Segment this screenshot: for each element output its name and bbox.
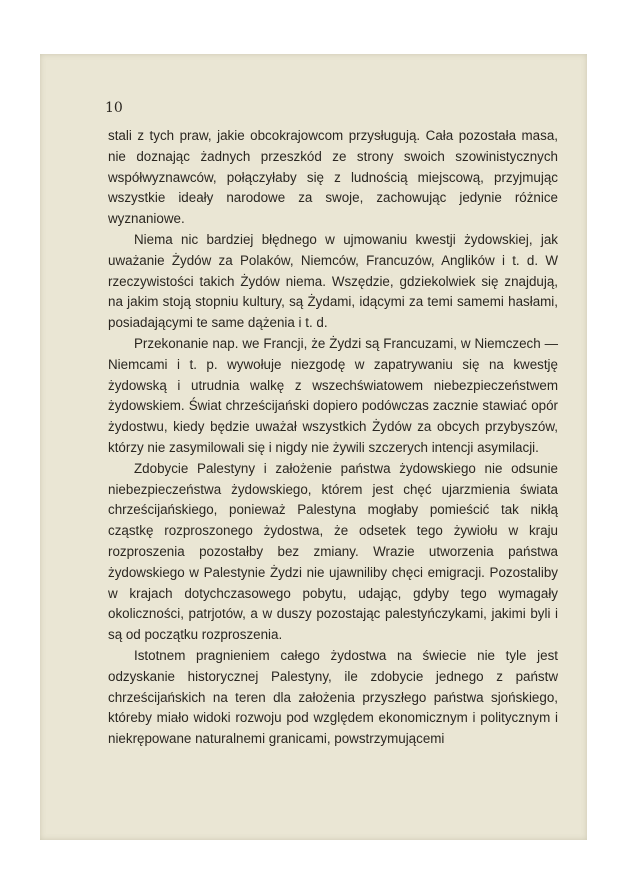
paragraph: Zdobycie Palestyny i założenie państwa żydowskiego nie odsunie niebezpieczeństwa żydowskiego, którem jest chęć ujarzmienia świata chrześcijańskiego, ponieważ Palestyna mogłaby pomieścić tak nikłą cząstkę rozproszonego żydostwa, że odsetek tego żywiołu w kraju rozproszenia pozostałby bez zmiany. Wrazie utworzenia państwa żydowskiego w Palestynie Żydzi nie ujawniliby chęci emigracji. Pozostaliby w krajach dotychczasowego pobytu, udając, gdyby tego wymagały okoliczności, patrjotów, a w duszy pozostając palestyńczykami, jakimi byli i są od początku rozproszenia.	[108, 460, 558, 643]
paragraph: Istotnem pragnieniem całego żydostwa na świecie nie tyle jest odzyskanie historycznej Palestyny, ile zdobycie jednego z państw chrześcijańskich na teren dla założenia przyszłego państwa sjońskiego, któreby miało widoki rozwoju pod względem ekonomicznym i politycznym i niekrępowane naturalnemi granicami, powstrzymującemi	[108, 647, 558, 747]
page-number: 10	[105, 100, 123, 116]
paragraph: stali z tych praw, jakie obcokrajowcom przysługują. Cała pozostała masa, nie doznając żadnych przeszkód ze strony swoich szowinistycznych współwyznawców, połączyłaby się z ludnością miejscową, przyjmując wszystkie ideały narodowe za swoje, zachowując jedynie różnice wyznaniowe.	[108, 128, 558, 227]
book-page	[40, 54, 587, 840]
page-text-body	[108, 126, 558, 750]
paragraph: Niema nic bardziej błędnego w ujmowaniu kwestji żydowskiej, jak uważanie Żydów za Polaków, Niemców, Francuzów, Anglików i t. d. W rzeczywistości takich Żydów niema. Wszędzie, gdziekolwiek się znajdują, na jakim stoją stopniu kultury, są Żydami, idącymi za temi samemi hasłami, posiadającymi te same dążenia i t. d.	[108, 231, 558, 331]
paragraph: Przekonanie nap. we Francji, że Żydzi są Francuzami, w Niemczech — Niemcami i t. p. wywołuje niezgodę w zapatrywaniu się na kwestję żydowską i utrudnia walkę z wszechświatowem niebezpieczeństwem żydowskiem. Świat chrześcijański dopiero podówczas zacznie stawiać opór żydostwu, kiedy będzie uważał wszystkich Żydów za obcych przybyszów, którzy nie zasymilowali się i nigdy nie żywili szczerych intencji asymilacji.	[108, 335, 558, 455]
